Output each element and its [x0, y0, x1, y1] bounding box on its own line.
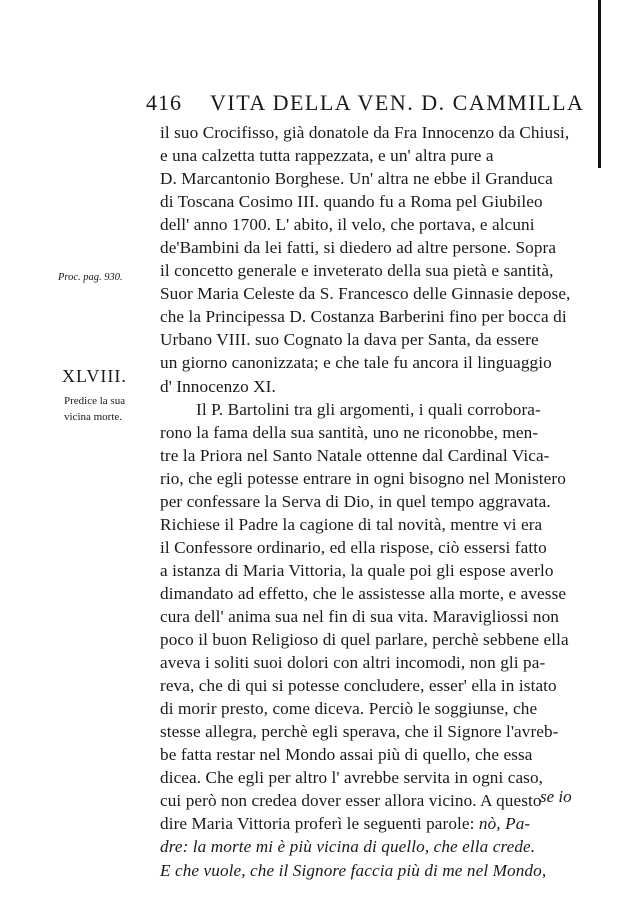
margin-desc-line: vicina morte.	[64, 411, 123, 423]
text-line: Urbano VIII. suo Cognato la dava per Santa, da essere	[160, 330, 539, 350]
text-line: aveva i soliti suoi dolori con altri incomodi, non gli pa-	[160, 653, 546, 673]
text-line: il concetto generale e inveterato della sua pietà e santità,	[160, 261, 554, 281]
text-line: rono la fama della sua santità, uno ne riconobbe, men-	[160, 422, 539, 442]
running-title: VITA DELLA VEN. D. CAMMILLA	[210, 90, 585, 115]
italic-line: E che vuole, che il Signore faccia più di me nel Mondo,	[160, 860, 547, 880]
text-line: rio, che egli potesse entrare in ogni bisogno nel Monistero	[160, 468, 566, 488]
text-line: stesse allegra, perchè egli sperava, che il Signore l'avreb-	[160, 722, 559, 742]
margin-citation: Proc. pag. 930.	[58, 272, 123, 283]
page-number: 416	[146, 90, 182, 115]
text-line: Suor Maria Celeste da S. Francesco delle Ginnasie depose,	[160, 284, 571, 304]
text-line: dell' anno 1700. L' abito, il velo, che portava, e alcuni	[160, 215, 535, 235]
text-line: dicea. Che egli per altro l' avrebbe servita in ogni caso,	[160, 768, 544, 788]
italic-text: nò, Pa-	[478, 814, 531, 834]
text-line: il suo Crocifisso, già donatole da Fra Innocenzo da Chiusi,	[160, 123, 570, 142]
margin-section-number: XLVIII.	[62, 366, 127, 386]
body-text	[160, 121, 570, 882]
text-line: tre la Priora nel Santo Natale ottenne dal Cardinal Vica-	[160, 445, 550, 465]
text-line: il Confessore ordinario, ed ella rispose, ciò essersi fatto	[160, 537, 547, 557]
margin-desc-line: Predice la sua	[64, 395, 126, 407]
text-line: di morir presto, come diceva. Perciò le soggiunse, che	[160, 699, 538, 719]
text-line-mixed	[160, 812, 570, 835]
binding-edge	[598, 0, 601, 168]
catchword: se io	[540, 787, 572, 806]
text-line: D. Marcantonio Borghese. Un' altra ne ebbe il Granduca	[160, 169, 553, 189]
text-line: Il P. Bartolini tra gli argomenti, i quali corrobora-	[196, 399, 541, 419]
italic-line: dre: la morte mi è più vicina di quello, che ella crede.	[160, 837, 536, 857]
roman-text: dire Maria Vittoria proferì le seguenti parole:	[160, 814, 479, 834]
text-line: e una calzetta tutta rappezzata, e un' altra pure a	[160, 146, 494, 166]
text-line: per confessare la Serva di Dio, in quel tempo aggravata.	[160, 491, 551, 511]
text-line: Richiese il Padre la cagione di tal novità, mentre vi era	[160, 514, 543, 534]
text-line: dimandato ad effetto, che le assistesse alla morte, e avesse	[160, 583, 567, 603]
text-line: reva, che di qui si potesse concludere, esser' ella in istato	[160, 676, 557, 696]
text-line: d' Innocenzo XI.	[160, 376, 276, 396]
text-line: poco il buon Religioso di quel parlare, perchè sebbene ella	[160, 630, 569, 650]
text-line: cui però non credea dover esser allora vicino. A questo	[160, 791, 542, 811]
text-line: di Toscana Cosimo III. quando fu a Roma pel Giubileo	[160, 192, 543, 212]
text-line: de'Bambini da lei fatti, si diedero ad altre persone. Sopra	[160, 238, 557, 258]
text-line: un giorno canonizzata; e che tale fu ancora il linguaggio	[160, 353, 552, 373]
text-line: cura dell' anima sua nel fin di sua vita. Maravigliossi non	[160, 606, 559, 626]
text-line: be fatta restar nel Mondo assai più di quello, che essa	[160, 745, 533, 765]
text-line: a istanza di Maria Vittoria, la quale poi gli espose averlo	[160, 560, 554, 580]
margin-section-description	[64, 393, 125, 425]
text-line: che la Principessa D. Costanza Barberini fino per bocca di	[160, 307, 567, 327]
